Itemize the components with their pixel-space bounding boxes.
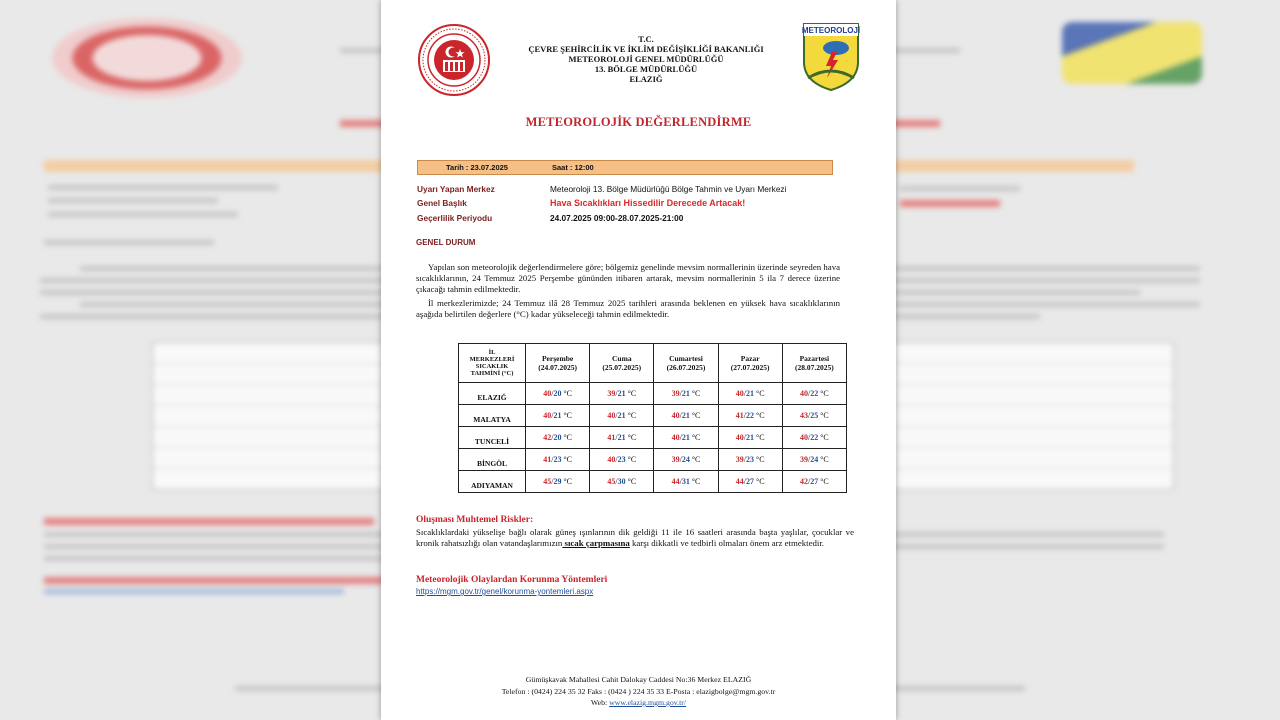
unit-label: °C [691,411,701,420]
document-title: METEOROLOJİK DEĞERLENDİRME [525,115,752,129]
min-temp: 21 [553,411,562,420]
general-paragraph-1: Yapılan son meteorolojik değerlendirmelere göre; bölgemiz genelinde mevsim normallerinin üzerinde seyreden hava sıcaklıklarının, 24 Temmuz 2025 Perşembe gününden itibaren artarak, mevsim normallerinin 5 ila 7 derece üzerine çıkacağı tahmin edilmektedir. [416,262,840,294]
risks-heading: Oluşması Muhtemel Riskler: [416,515,534,525]
table-row [459,427,847,449]
table-row [459,383,847,405]
temperature-cell: 40/23 °C [590,449,654,471]
general-heading: GENEL DURUM [416,238,476,247]
temperature-cell: 41/21 °C [590,427,654,449]
unit-label: °C [627,389,637,398]
city-name: ELAZIĞ [459,383,526,405]
unit-label: °C [691,433,701,442]
max-temp: 41 [735,411,744,420]
unit-label: °C [756,411,765,420]
temperature-cell: 39/23 °C [718,449,782,471]
unit-label: °C [820,455,829,464]
unit-label: °C [563,455,572,464]
min-temp: 31 [681,477,690,486]
table-row [459,471,847,493]
day-header: Pazar (27.07.2025) [718,344,782,383]
document-page [381,0,896,720]
temperature-table [458,343,847,493]
date-bar [417,160,833,175]
footer-web-link[interactable]: www.elazig.mgm.gov.tr/ [609,698,687,707]
temperature-cell: 39/24 °C [782,449,846,471]
temperature-cell: 45/30 °C [590,471,654,493]
header-line-2: ÇEVRE ŞEHİRCİLİK VE İKLİM DEĞİŞİKLİĞİ BAKANLIĞI [528,44,764,54]
max-temp: 41 [607,433,616,442]
unit-label: °C [691,477,701,486]
max-temp: 39 [735,455,744,464]
day-header: Pazartesi (28.07.2025) [782,344,846,383]
blurred-logo [1062,22,1202,84]
table-corner-header: İL MERKEZLERİ SICAKLIK TAHMİNİ (°C) [459,344,526,383]
max-temp: 42 [799,477,808,486]
protection-heading: Meteorolojik Olaylardan Korunma Yöntemleri [416,575,608,585]
unit-label: °C [627,455,637,464]
header-line-1: T.C. [638,34,654,44]
center-label: Uyarı Yapan Merkez [417,184,495,194]
min-temp: 30 [617,477,626,486]
min-temp: 27 [810,477,819,486]
min-temp: 20 [553,389,562,398]
min-temp: 23 [746,455,754,464]
city-name: BİNGÖL [459,449,526,471]
unit-label: °C [820,433,829,442]
center-value: Meteoroloji 13. Bölge Müdürlüğü Bölge Tahmin ve Uyarı Merkezi [550,184,787,194]
max-temp: 40 [799,389,808,398]
footer-address: Gümüşkavak Mahallesi Cahit Dalokay Caddesi No:36 Merkez ELAZIĞ [525,675,752,684]
day-header: Perşembe (24.07.2025) [526,344,590,383]
temperature-cell: 39/21 °C [654,383,718,405]
min-temp: 29 [553,477,562,486]
unit-label: °C [563,389,572,398]
temperature-cell: 40/21 °C [654,427,718,449]
temperature-cell: 43/25 °C [782,405,846,427]
document-footer [381,674,896,709]
min-temp: 24 [681,455,690,464]
temperature-cell: 40/21 °C [526,405,590,427]
temperature-cell: 40/21 °C [718,427,782,449]
max-temp: 40 [735,433,744,442]
unit-label: °C [756,477,765,486]
max-temp: 40 [671,433,680,442]
unit-label: °C [627,411,637,420]
city-name: ADIYAMAN [459,471,526,493]
min-temp: 21 [681,389,690,398]
general-title-label: Genel Başlık [417,198,467,208]
min-temp: 23 [617,455,626,464]
max-temp: 45 [607,477,616,486]
min-temp: 25 [810,411,819,420]
footer-contact: Telefon : (0424) 224 35 32 Faks : (0424 ) 224 35 33 E-Posta : elazigbolge@mgm.gov.tr [501,686,776,696]
min-temp: 27 [746,477,754,486]
min-temp: 21 [681,433,690,442]
temperature-cell: 44/31 °C [654,471,718,493]
ministry-seal-logo [418,24,490,96]
max-temp: 39 [671,389,680,398]
temperature-cell: 40/20 °C [526,383,590,405]
temperature-cell: 39/24 °C [654,449,718,471]
unit-label: °C [627,477,637,486]
header-line-4: 13. BÖLGE MÜDÜRLÜĞÜ [594,64,698,74]
min-temp: 21 [617,411,626,420]
max-temp: 39 [607,389,616,398]
report-date: Tarih : 23.07.2025 [446,163,508,172]
max-temp: 40 [799,433,808,442]
header-line-3: METEOROLOJİ GENEL MÜDÜRLÜĞÜ [568,54,724,64]
temperature-cell: 42/27 °C [782,471,846,493]
max-temp: 44 [735,477,744,486]
max-temp: 45 [543,477,552,486]
min-temp: 21 [617,433,626,442]
max-temp: 40 [543,411,552,420]
city-name: MALATYA [459,405,526,427]
temperature-cell: 40/21 °C [718,383,782,405]
temperature-cell: 40/21 °C [654,405,718,427]
max-temp: 40 [671,411,680,420]
unit-label: °C [820,411,829,420]
max-temp: 41 [543,455,552,464]
unit-label: °C [756,455,765,464]
temperature-cell: 39/21 °C [590,383,654,405]
document-header [496,34,796,84]
table-row [459,449,847,471]
logo-text: METEOROLOJİ [802,26,860,35]
min-temp: 22 [810,389,819,398]
temperature-cell: 45/29 °C [526,471,590,493]
max-temp: 40 [607,455,616,464]
unit-label: °C [691,389,701,398]
temperature-cell: 44/27 °C [718,471,782,493]
min-temp: 21 [746,433,754,442]
min-temp: 23 [553,455,562,464]
max-temp: 42 [543,433,552,442]
max-temp: 39 [799,455,808,464]
min-temp: 22 [746,411,754,420]
unit-label: °C [563,477,572,486]
min-temp: 20 [553,433,562,442]
meteorology-shield-logo [802,22,860,92]
unit-label: °C [820,477,829,486]
temperature-cell: 41/22 °C [718,405,782,427]
heat-stroke-emphasis: sıcak çarpmasına [562,538,630,548]
header-line-5: ELAZIĞ [629,74,663,84]
day-header: Cuma (25.07.2025) [590,344,654,383]
report-time: Saat : 12:00 [552,163,594,172]
min-temp: 21 [746,389,754,398]
min-temp: 21 [617,389,626,398]
max-temp: 39 [671,455,680,464]
min-temp: 21 [681,411,690,420]
unit-label: °C [756,389,765,398]
city-name: TUNCELİ [459,427,526,449]
max-temp: 44 [671,477,680,486]
footer-web-line: Web: www.elazig.mgm.gov.tr/ [590,698,687,707]
risks-text: Sıcaklıklardaki yükselişe bağlı olarak güneş ışınlarının dik geldiği 11 ile 16 saatleri arasında başta yaşlılar, çocuklar ve kronik rahatsızlığı olan vatandaşlarımızın sıcak çarpmasına karşı dikkatli ve tedbirli olmaları önem arz etmektedir. [416,527,854,548]
temperature-cell: 42/20 °C [526,427,590,449]
temperature-cell: 41/23 °C [526,449,590,471]
table-row [459,405,847,427]
max-temp: 43 [799,411,808,420]
general-title-value: Hava Sıcaklıkları Hissedilir Derecede Artacak! [550,198,746,208]
day-header: Cumartesi (26.07.2025) [654,344,718,383]
max-temp: 40 [607,411,616,420]
min-temp: 24 [810,455,819,464]
period-label: Geçerlilik Periyodu [417,213,493,223]
unit-label: °C [563,433,572,442]
table-header-row [459,344,847,383]
temperature-cell: 40/22 °C [782,383,846,405]
max-temp: 40 [735,389,744,398]
unit-label: °C [820,389,829,398]
min-temp: 22 [810,433,819,442]
unit-label: °C [691,455,701,464]
blurred-seal [52,18,242,98]
unit-label: °C [756,433,765,442]
temperature-cell: 40/21 °C [590,405,654,427]
max-temp: 40 [543,389,552,398]
unit-label: °C [563,411,572,420]
temperature-cell: 40/22 °C [782,427,846,449]
protection-link[interactable]: https://mgm.gov.tr/genel/korunma-yontemleri.aspx [416,587,594,596]
period-value: 24.07.2025 09:00-28.07.2025-21:00 [550,213,684,223]
general-paragraph-2: İl merkezlerimizde; 24 Temmuz ilâ 28 Temmuz 2025 tarihleri arasında beklenen en yüksek hava sıcaklıklarının aşağıda belirtilen değerlere (°C) kadar yükseleceği tahmin edilmektedir. [416,298,840,319]
unit-label: °C [627,433,637,442]
